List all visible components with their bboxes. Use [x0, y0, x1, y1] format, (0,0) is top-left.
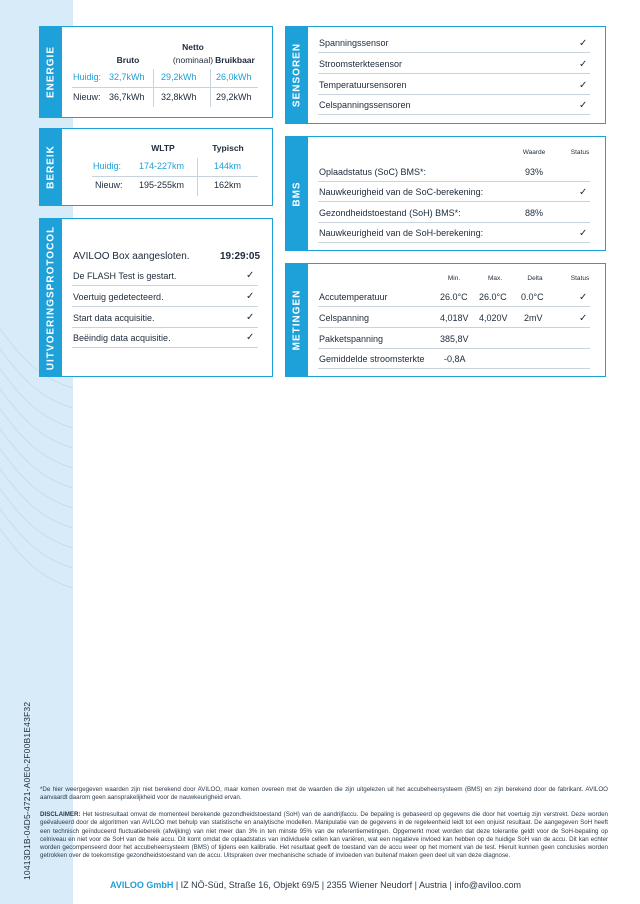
sensoren-tab [286, 27, 308, 123]
header-delta: Delta [527, 275, 543, 282]
protocol-step: De FLASH Test is gestart. [73, 271, 177, 281]
meting-min-value: 385,8V [440, 334, 469, 344]
meting-row-label: Pakketspanning [319, 334, 384, 344]
bereik-typisch-value: 144km [214, 161, 242, 171]
uitvoeringsprotocol-card [39, 218, 273, 377]
divider [318, 73, 590, 74]
meting-row-label: Gemiddelde stroomsterkte [319, 354, 425, 364]
bms-tab [286, 137, 308, 250]
header-bruto: Bruto [116, 55, 140, 65]
header-waarde: Waarde [522, 149, 546, 156]
meting-row-label: Accutemperatuur [319, 292, 388, 302]
check-icon: ✓ [246, 312, 255, 323]
divider [210, 69, 211, 107]
meting-min-value: 4,018V [440, 313, 469, 323]
header-wltp: WLTP [151, 143, 175, 153]
bms-row-label: Nauwkeurigheid van de SoC-berekening: [319, 187, 484, 197]
meting-min-value: 26.0°C [440, 292, 468, 302]
energie-netto-value: 32,8kWh [161, 92, 197, 102]
check-icon: ✓ [246, 332, 255, 343]
bms-row-label: Nauwkeurigheid van de SoH-berekening: [319, 228, 484, 238]
energie-row-label: Huidig: [73, 72, 102, 82]
disclaimer [40, 811, 608, 861]
bereik-row-label: Huidig: [93, 161, 122, 171]
header-max: Max. [487, 275, 503, 282]
check-icon: ✓ [579, 100, 588, 111]
bms-row-value: 93% [525, 167, 544, 177]
check-icon: ✓ [579, 228, 588, 239]
divider [318, 114, 590, 115]
bereik-title: BEREIK [45, 145, 57, 189]
bereik-wltp-value: 195-255km [139, 180, 185, 190]
meting-max-value: 4,020V [479, 313, 508, 323]
sensor-item: Celspanningssensoren [319, 100, 411, 110]
meting-min-value: -0,8A [444, 354, 466, 364]
document-id: 10413D1B-04D5-4721-A0E0-2F00B1E43F32 [22, 701, 32, 880]
meting-delta-value: 2mV [524, 313, 543, 323]
sensor-item: Temperatuursensoren [319, 80, 407, 90]
uitvoeringsprotocol-tab [40, 219, 62, 376]
divider [197, 158, 198, 196]
divider [72, 347, 258, 348]
bms-row-label: Gezondheidstoestand (SoH) BMS*: [319, 208, 461, 218]
bereik-tab [40, 129, 62, 205]
header-netto-sub: (nominaal) [172, 55, 214, 65]
check-icon: ✓ [579, 313, 588, 324]
energie-card [39, 26, 273, 118]
divider [92, 176, 258, 177]
check-icon: ✓ [579, 187, 588, 198]
energie-title: ENERGIE [45, 45, 57, 99]
check-icon: ✓ [246, 270, 255, 281]
disclaimer-text: Het testresultaat omvat de momenteel berekende gezondheidstoestand (SoH) van de aandrijfaccu. De bepaling is gebaseerd op gegevens die door het voertuig zijn verstrekt. Deze worden geëvalueerd door de algoritmen van AVILOO met behulp van statistische en analytische modellen. Manipulatie van de gegevens in de regeleenheid leidt tot een onjuist resultaat. De aangegeven SoH heeft een technisch geïnduceerd fluctuatiebereik (afwijking) van niet meer dan 3% in ten minste 95% van de referentiemetingen. Opgemerkt moet worden dat deze tolerantie geldt voor de SoH-bepaling op celniveau en niet voor de SoH van de hele accu. Dit komt omdat de oplaadstatus van individuele cellen kan variëren, wat een negatieve invloed kan hebben op de huidige SoH van de accu. Dit kan echter worden gecompenseerd door het accubeheersysteem (BMS) of tijdens een kalibratie. Het resultaat geeft de toestand van de accu weer op het moment van de test. Hieruit kunnen geen conclusies worden getrokken over de toekomstige gezondheidstoestand van de accu. Uitspraken over mechanische schade of invloeden van buitenaf maken geen deel uit van deze diagnose. [40, 811, 608, 860]
check-icon: ✓ [246, 291, 255, 302]
divider [72, 285, 258, 286]
company-name: AVILOO GmbH [110, 880, 174, 890]
check-icon: ✓ [579, 80, 588, 91]
divider [72, 306, 258, 307]
header-min: Min. [447, 275, 461, 282]
header-status: Status [570, 149, 590, 156]
divider [72, 87, 258, 88]
divider [153, 69, 154, 107]
energie-bruto-value: 36,7kWh [109, 92, 145, 102]
company-footer [110, 880, 521, 890]
divider [318, 327, 590, 328]
meting-max-value: 26.0°C [479, 292, 507, 302]
sensoren-title: SENSOREN [291, 42, 303, 108]
bereik-row-label: Nieuw: [95, 180, 123, 190]
check-icon: ✓ [579, 38, 588, 49]
protocol-heading: AVILOO Box aangesloten. [73, 251, 190, 262]
energie-bruikbaar-value: 29,2kWh [216, 92, 252, 102]
divider [72, 327, 258, 328]
check-icon: ✓ [579, 59, 588, 70]
protocol-time: 19:29:05 [220, 251, 261, 262]
energie-tab [40, 27, 62, 117]
header-status: Status [570, 275, 590, 282]
metingen-title: METINGEN [291, 289, 303, 351]
bms-row-value: 88% [525, 208, 544, 218]
energie-bruto-value: 32,7kWh [109, 72, 145, 82]
protocol-step: Beëindig data acquisitie. [73, 333, 171, 343]
energie-netto-value: 29,2kWh [161, 72, 197, 82]
protocol-step: Voertuig gedetecteerd. [73, 292, 164, 302]
divider [318, 348, 590, 349]
bereik-wltp-value: 174-227km [139, 161, 185, 171]
sensoren-card [285, 26, 606, 124]
disclaimer-label: DISCLAIMER: [40, 811, 81, 818]
bms-card [285, 136, 606, 251]
bereik-typisch-value: 162km [214, 180, 242, 190]
meting-row-label: Celspanning [319, 313, 370, 323]
check-icon: ✓ [579, 292, 588, 303]
divider [318, 242, 590, 243]
divider [318, 368, 590, 369]
header-typisch: Typisch [212, 143, 244, 153]
divider [318, 201, 590, 202]
bereik-card [39, 128, 273, 206]
divider [318, 181, 590, 182]
company-address: | IZ NÖ-Süd, Straße 16, Objekt 69/5 | 2355 Wiener Neudorf | Austria | info@aviloo.com [173, 880, 521, 890]
divider [318, 306, 590, 307]
footnote: *De hier weergegeven waarden zijn niet berekend door AVILOO, maar komen overeen met de waarden die zijn uitgelezen uit het accubeheersysteem (BMS) en zijn berekend door de fabrikant. AVILOO aanvaardt daarom geen aansprakelijkheid voor de nauwkeurigheid ervan. [40, 786, 608, 802]
bms-row-label: Oplaadstatus (SoC) BMS*: [319, 167, 427, 177]
metingen-card [285, 263, 606, 377]
divider [318, 52, 590, 53]
sensor-item: Stroomsterktesensor [319, 59, 403, 69]
sensor-item: Spanningssensor [319, 38, 389, 48]
header-bruikbaar: Bruikbaar [215, 55, 255, 65]
divider [318, 94, 590, 95]
divider [318, 222, 590, 223]
energie-bruikbaar-value: 26,0kWh [216, 72, 252, 82]
meting-delta-value: 0.0°C [521, 292, 544, 302]
metingen-tab [286, 264, 308, 376]
bms-title: BMS [291, 180, 303, 207]
uitvoeringsprotocol-title: UITVOERINGSPROTOCOL [45, 225, 57, 370]
energie-row-label: Nieuw: [73, 92, 101, 102]
header-netto: Netto [182, 42, 204, 52]
protocol-step: Start data acquisitie. [73, 313, 155, 323]
